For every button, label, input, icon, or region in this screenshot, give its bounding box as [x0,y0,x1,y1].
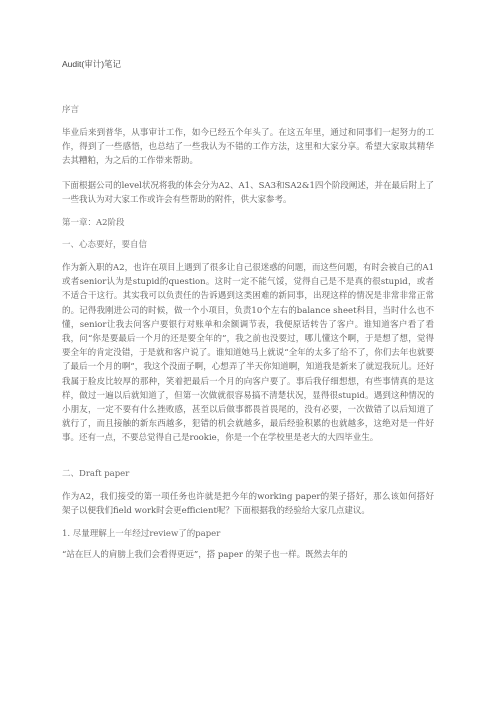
subsection-1-heading: 1. 尽量理解上一年经过review了的paper [62,529,221,540]
section-2-heading: 二、Draft paper [62,468,130,479]
subsection-1-paragraph: “站在巨人的肩膀上我们会看得更远”，搭 paper 的架子也一样。既然去年的 [62,550,348,561]
section-1-paragraph: 作为新入职的A2，也许在项目上遇到了很多让自己很迷惑的问题，而这些问题，有时会被自己的A1或者senior认为是stupid的question。这时一定不能气馁，觉得自己是不是真的很stupid，或者不适合干这行。其实我可以负责任的告诉遇到这类困难的新同事，出现这样的情况是非常非常正常的。记得我刚进公司的时候，做一个小项目，负责10个左右的balance sheet科目，当时什么也不懂，senior让我去问客户要银行对账单和余额调节表，我便原话转告了客户。谁知道客户看了看我，问“你是要最后一个月的还是要全年的”，我之前也没要过，哪儿懂这个啊，于是想了想，觉得要全年的肯定没错，于是就和客户说了。谁知道她马上就说“全年的太多了给不了，你们去年也就要了最后一个月的啊”，我这个没面子啊，心想弄了半天你知道啊，知道我是新来了就逗我玩儿。还好我属于脸皮比较厚的那种，笑着把最后一个月的向客户要了。事后我仔细想想，有些事情真的是这样，做过一遍以后就知道了，但第一次做就很容易搞不清楚状况，显得很stupid。遇到这种情况的小朋友，一定不要有什么挫败感，甚至以后做事都畏首畏尾的，没有必要，一次做错了以后知道了就行了，而且接触的新东西越多，犯错的机会就越多，最后经验积累的也就越多，这绝对是一件好事。还有一点，不要总觉得自己是rookie，你是一个在学校里是老大的大四毕业生。 [62,263,434,444]
section-2-paragraph: 作为A2，我们接受的第一项任务也许就是把今年的working paper的架子搭好，那么该如何搭好架子以便我们field work时会更efficient呢？下面根据我的经验给大家几点建议。 [62,491,434,516]
document-body [62,58,434,572]
document-title: Audit(审计)笔记 [62,59,122,69]
section-1-heading: 一、心态要好，要自信 [62,240,148,251]
preface-paragraph-2: 下面根据公司的level状况将我的体会分为A2、A1、SA3和SA2&1四个阶段阐述，并在最后附上了一些我认为对大家工作或许会有些帮助的附件，供大家参考。 [62,180,434,205]
preface-heading: 序言 [62,105,80,115]
preface-paragraph-1: 毕业后来到普华，从事审计工作，如今已经五个年头了。在这五年里，通过和同事们一起努力的工作，得到了一些感悟，也总结了一些我认为不错的工作方法，这里和大家分享。希望大家取其精华去其糟粕，为之后的工作带来帮助。 [62,128,434,167]
chapter-1-heading: 第一章：A2阶段 [62,218,125,229]
